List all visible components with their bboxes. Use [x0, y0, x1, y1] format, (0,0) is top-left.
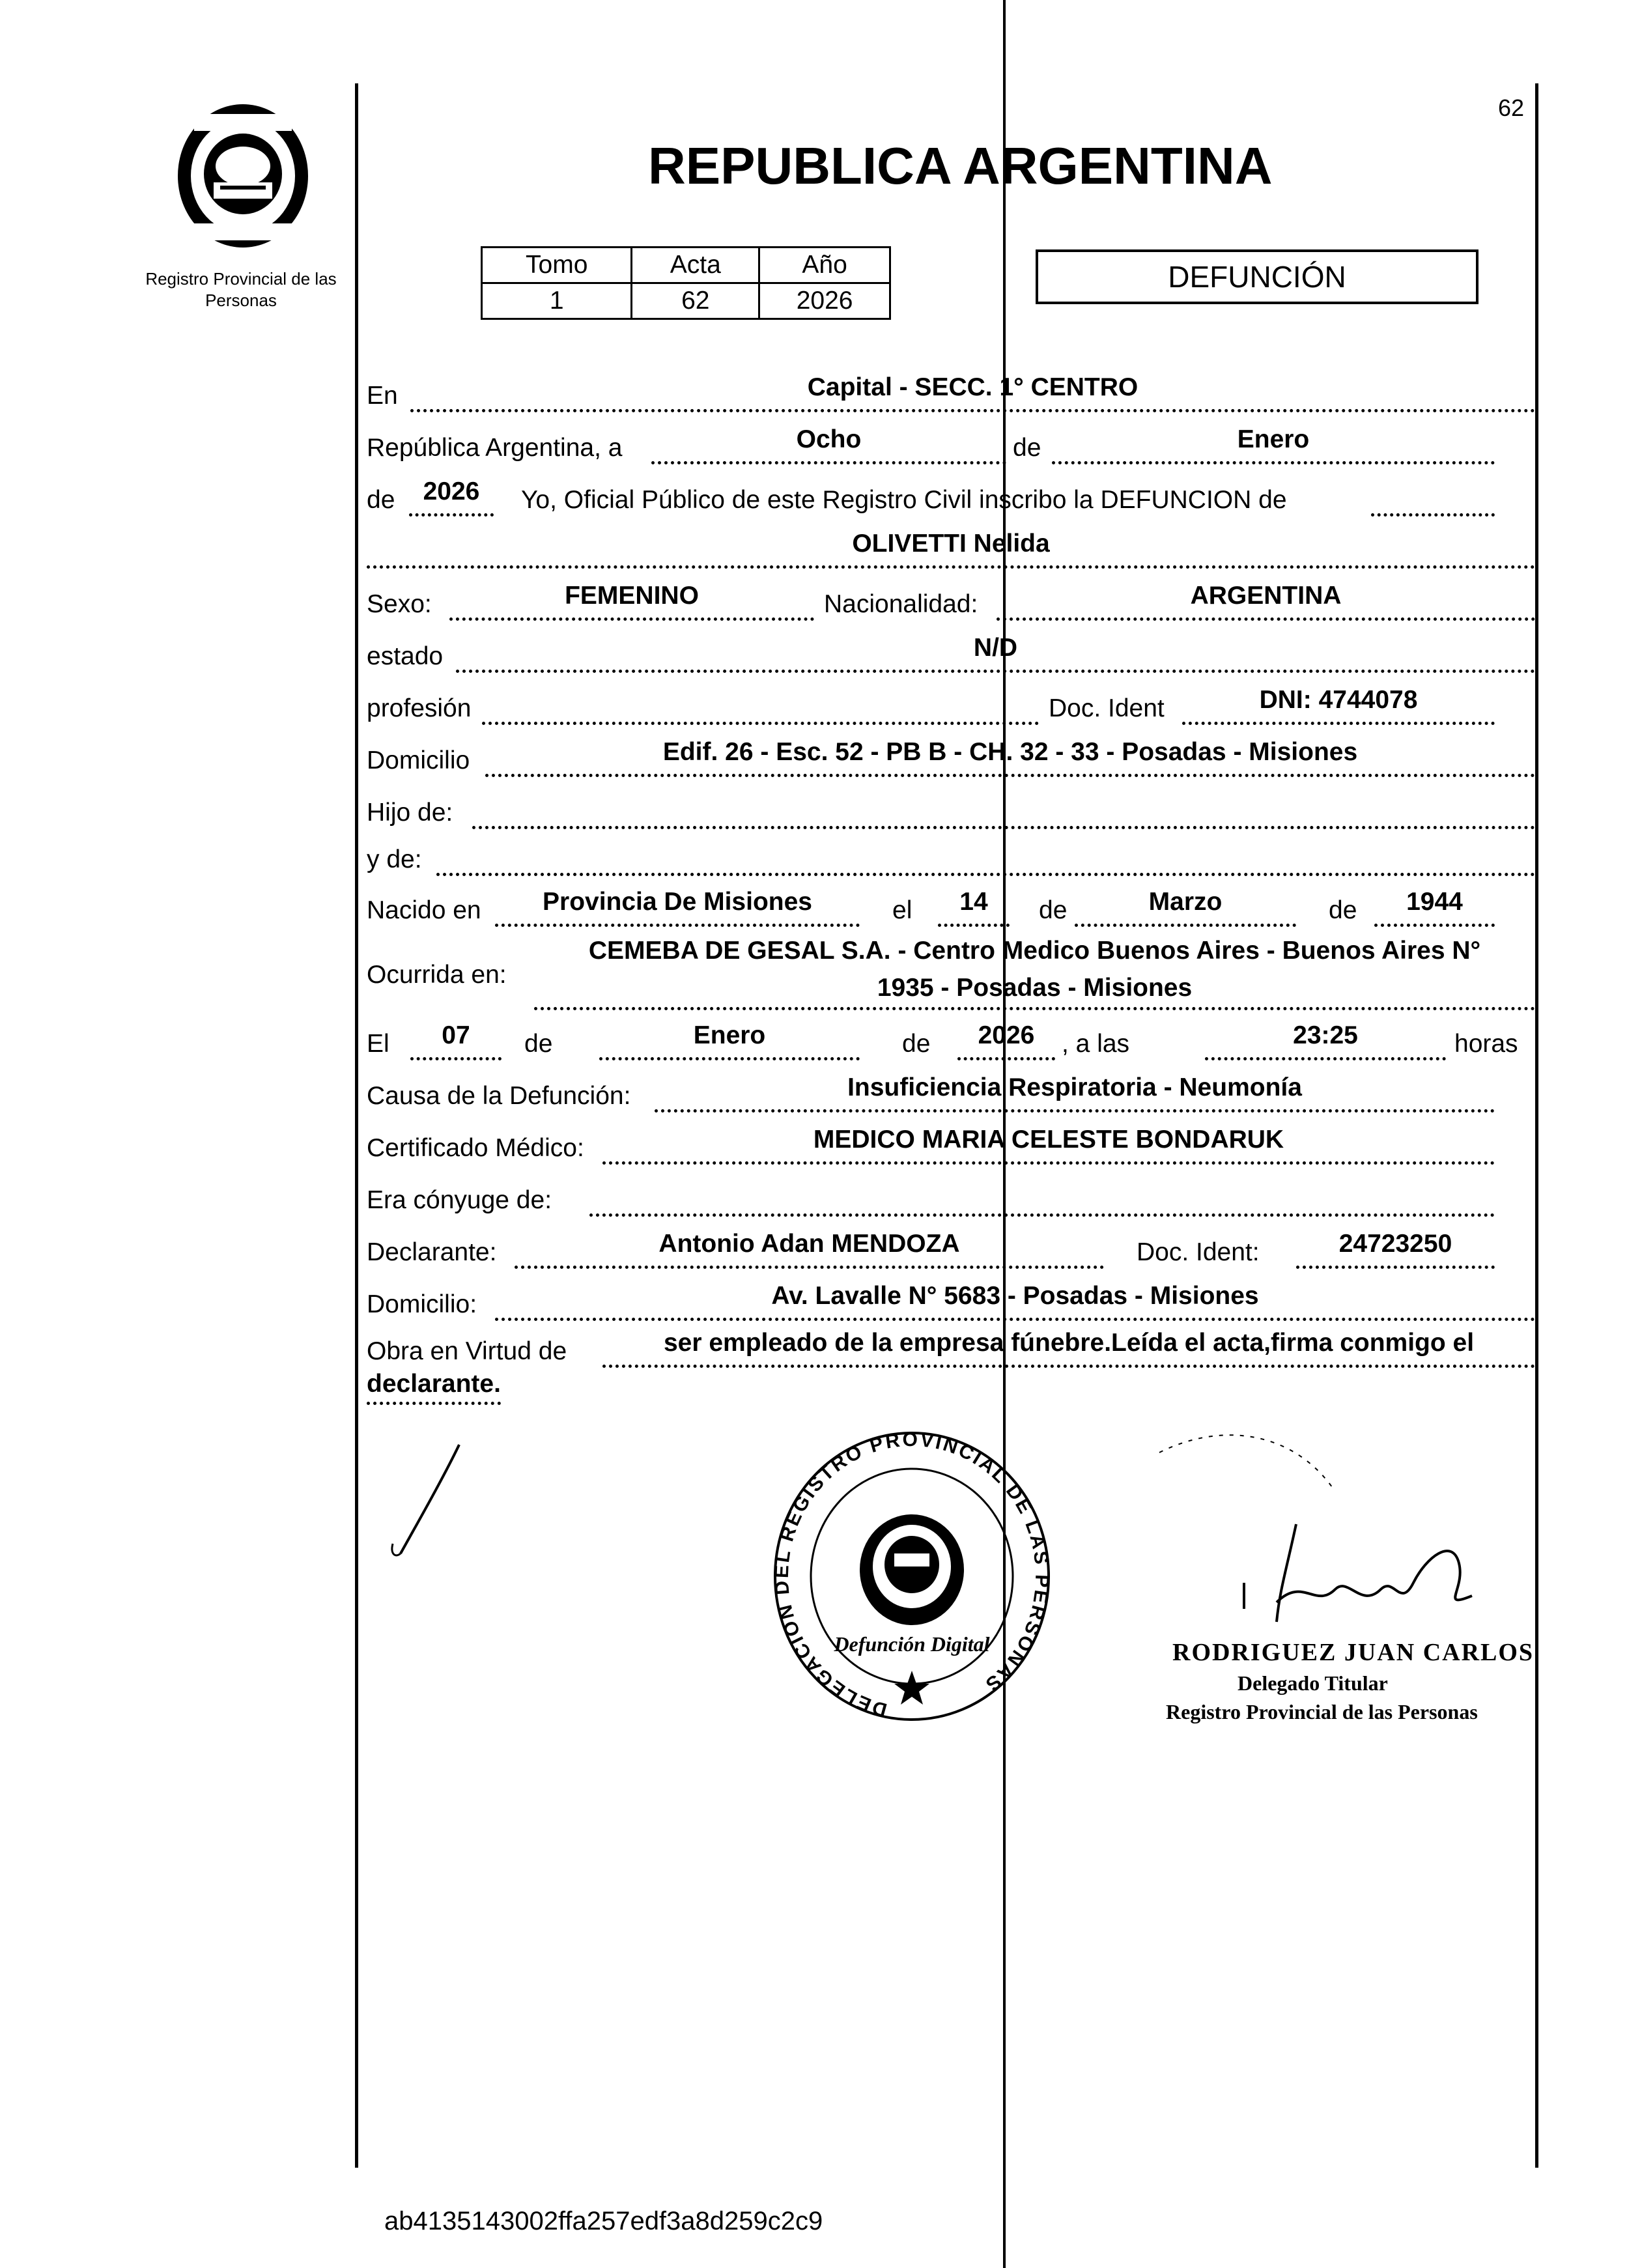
field-dia-texto: Ocho	[651, 427, 1006, 464]
label-horas: horas	[1454, 1030, 1518, 1058]
svg-text:Defunción Digital: Defunción Digital	[834, 1632, 990, 1656]
field-def-anio: 2026	[957, 1023, 1055, 1060]
ocurrida-underline	[534, 1007, 1535, 1010]
label-republica-a: República Argentina, a	[367, 434, 623, 462]
field-nacido-anio: 1944	[1374, 889, 1495, 927]
label-profesion: profesión	[367, 694, 472, 722]
field-declarante: Antonio Adan MENDOZA	[515, 1231, 1104, 1269]
field-sexo: FEMENINO	[449, 583, 814, 621]
label-de-5: de	[524, 1030, 553, 1058]
field-nacido-mes: Marzo	[1075, 889, 1296, 927]
field-lugar: Capital - SECC. 1° CENTRO	[410, 375, 1535, 412]
label-certificado: Certificado Médico:	[367, 1134, 584, 1162]
field-ocurrida-line1: CEMEBA DE GESAL S.A. - Centro Medico Buenos Aires - Buenos Aires N°	[588, 937, 1481, 965]
field-hijo-de	[472, 791, 1535, 829]
label-a-las: , a las	[1062, 1030, 1130, 1058]
tomo-value: 1	[482, 283, 632, 319]
label-sexo: Sexo:	[367, 590, 432, 618]
signatory-office: Registro Provincial de las Personas	[1166, 1700, 1478, 1723]
acta-value: 62	[632, 283, 759, 319]
page-number: 62	[1498, 94, 1525, 121]
label-causa: Causa de la Defunción:	[367, 1082, 631, 1110]
label-conyuge: Era cónyuge de:	[367, 1186, 552, 1214]
field-profesion	[482, 687, 1039, 725]
field-nacido-lugar: Provincia De Misiones	[495, 889, 860, 927]
agency-name: Registro Provincial de las Personas	[145, 269, 337, 310]
svg-text:DELEGACION DEL REGISTRO PROVIN: DELEGACION DEL REGISTRO PROVINCIAL DE LAS PERSONAS	[771, 1428, 1053, 1721]
official-stamp	[765, 1426, 1058, 1726]
anio-value: 2026	[759, 283, 890, 319]
label-doc-ident: Doc. Ident	[1049, 694, 1165, 722]
signatory-name: RODRIGUEZ JUAN CARLOS	[1172, 1639, 1535, 1666]
field-obra-line2: declarante.	[367, 1371, 501, 1405]
label-doc-ident-2: Doc. Ident:	[1137, 1238, 1260, 1266]
field-def-dia: 07	[410, 1023, 502, 1060]
signatory-role: Delegado Titular	[1238, 1671, 1388, 1695]
document-title: REPUBLICA ARGENTINA	[648, 137, 1273, 195]
label-y-de: y de:	[367, 845, 422, 873]
field-declarante-doc: 24723250	[1296, 1231, 1495, 1269]
col-anio-header: Año	[759, 248, 890, 283]
col-tomo-header: Tomo	[482, 248, 632, 283]
field-obra-line1: ser empleado de la empresa fúnebre.Leída el acta,firma conmigo el	[602, 1330, 1535, 1368]
document-hash: ab4135143002ffa257edf3a8d259c2c9	[384, 2207, 823, 2235]
field-y-de	[436, 838, 1535, 876]
label-domicilio-2: Domicilio:	[367, 1290, 477, 1318]
field-def-hora: 23:25	[1205, 1023, 1446, 1060]
label-el: el	[892, 896, 913, 924]
label-de-1: de	[1013, 434, 1041, 462]
field-mes: Enero	[1052, 427, 1495, 464]
dotted-fill-1	[1371, 513, 1495, 517]
record-type-box: DEFUNCIÓN	[1036, 249, 1478, 304]
label-de-2: de	[367, 486, 395, 514]
field-nacido-dia: 14	[938, 889, 1010, 927]
label-de-6: de	[902, 1030, 931, 1058]
declarant-signature	[381, 1439, 472, 1563]
label-el-cap: El	[367, 1030, 389, 1058]
label-de-4: de	[1329, 896, 1357, 924]
field-doc: DNI: 4744078	[1182, 687, 1495, 725]
field-anio: 2026	[409, 479, 494, 517]
field-nacionalidad: ARGENTINA	[997, 583, 1535, 621]
field-declarante-domicilio: Av. Lavalle N° 5683 - Posadas - Misiones	[495, 1283, 1535, 1321]
field-def-mes: Enero	[599, 1023, 860, 1060]
label-nacido-en: Nacido en	[367, 896, 481, 924]
label-declarante: Declarante:	[367, 1238, 497, 1266]
field-ocurrida-line2: 1935 - Posadas - Misiones	[877, 974, 1193, 1002]
label-de-3: de	[1039, 896, 1068, 924]
right-margin-rule	[1535, 83, 1538, 2168]
label-hijo-de: Hijo de:	[367, 799, 453, 827]
label-estado: estado	[367, 642, 444, 670]
label-ocurrida-en: Ocurrida en:	[367, 961, 507, 989]
field-certificado: MEDICO MARIA CELESTE BONDARUK	[602, 1127, 1495, 1165]
label-nacionalidad: Nacionalidad:	[824, 590, 978, 618]
field-conyuge	[589, 1179, 1495, 1217]
provincial-seal-logo	[175, 101, 311, 251]
registrar-signature	[1146, 1426, 1485, 1641]
col-acta-header: Acta	[632, 248, 759, 283]
field-estado: N/D	[456, 635, 1535, 673]
field-domicilio: Edif. 26 - Esc. 52 - PB B - CH. 32 - 33 - Posadas - Misiones	[485, 739, 1535, 777]
label-domicilio: Domicilio	[367, 746, 470, 774]
field-causa: Insuficiencia Respiratoria - Neumonía	[655, 1075, 1495, 1113]
field-nombre: OLIVETTI Nelida	[367, 531, 1535, 569]
label-yo-oficial: Yo, Oficial Público de este Registro Civil inscribo la DEFUNCION de	[521, 486, 1287, 514]
label-en: En	[367, 382, 398, 410]
record-reference-table	[481, 246, 891, 320]
left-margin-rule	[355, 83, 358, 2168]
label-obra: Obra en Virtud de	[367, 1337, 567, 1365]
